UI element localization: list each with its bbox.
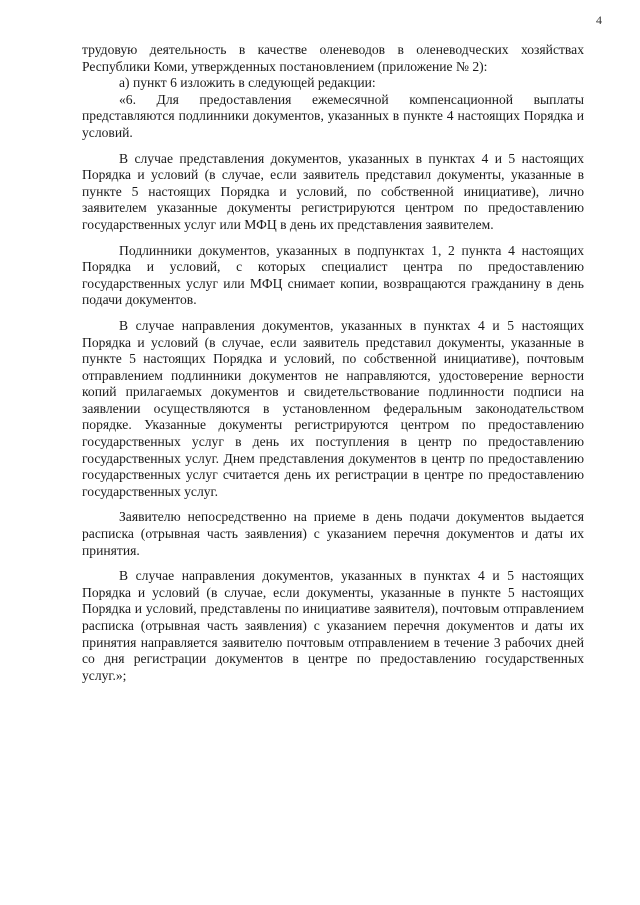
page-number: 4	[596, 13, 602, 27]
paragraph-originals-returned: Подлинники документов, указанных в подпунктах 1, 2 пункта 4 настоящих Порядка и условий, с которых специалист центра по предоставлению государственных услуг или МФЦ снимает копии, возвращаются гражданину в день подачи документов.	[82, 242, 584, 308]
paragraph-personal-submission: В случае представления документов, указанных в пунктах 4 и 5 настоящих Порядка и условий (в случае, если заявитель представил документы, указанные в пункте 5 настоящих Порядка и условий, по собственной инициативе), лично заявителем указанные документы регистрируются центром по предоставлению государственных услуг или МФЦ в день их представления заявителем.	[82, 150, 584, 232]
paragraph-receipt-by-post: В случае направления документов, указанных в пунктах 4 и 5 настоящих Порядка и условий (в случае, если документы, указанные в пункте 5 настоящих Порядка и условий, представлены по инициативе заявителя), почтовым отправлением расписка (отрывная часть заявления) с указанием перечня документов и даты их принятия направляется заявителю почтовым отправлением в течение 3 рабочих дней со дня регистрации документов в центре по предоставлению государственных услуг.»;	[82, 568, 584, 683]
document-body	[82, 42, 584, 684]
paragraph-point-6: «6. Для предоставления ежемесячной компенсационной выплаты представляются подлинники документов, указанных в пункте 4 настоящих Порядка и условий.	[82, 91, 584, 140]
paragraph-postal-submission: В случае направления документов, указанных в пунктах 4 и 5 настоящих Порядка и условий (в случае, если заявитель представил документы, указанные в пункте 5 настоящих Порядка и условий, по собственной инициативе), почтовым отправлением подлинники документов не направляются, удостоверение верности копий прилагаемых документов и свидетельствование подлинности подписи на заявлении осуществляются в установленном федеральным законодательством порядке. Указанные документы регистрируются центром по предоставлению государственных услуг в день их поступления в центр по предоставлению государственных услуг. Днем представления документов в центр по предоставлению государственных услуг считается день их регистрации в центре по предоставлению государственных услуг.	[82, 317, 584, 499]
paragraph-subitem-a: а) пункт 6 изложить в следующей редакции:	[119, 75, 376, 91]
paragraph-receipt-in-person: Заявителю непосредственно на приеме в день подачи документов выдается расписка (отрывная часть заявления) с указанием перечня документов и даты их принятия.	[82, 509, 584, 558]
paragraph-continuation: трудовую деятельность в качестве оленеводов в оленеводческих хозяйствах Республики Коми, утвержденных постановлением (приложение № 2):	[82, 42, 584, 74]
